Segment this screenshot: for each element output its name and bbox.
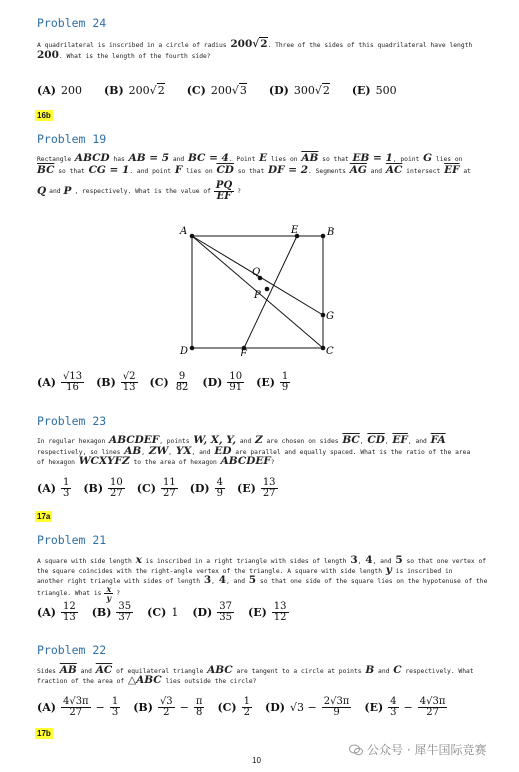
label-q: Q (252, 267, 261, 278)
problem-19-text-line1: Rectangle ABCD has AB = 5 and BC = 4. Point E lies on $\overline{AB}$ so that EB = 1, point G lies on (37, 152, 463, 164)
highlight-tag-17b: 17b (37, 729, 51, 738)
problem-19-text-line2: $\overline{BC}$ so that CG = 1. and point F lies on $\overline{CD}$ so that DF = 2. Segments $\overline{AG}$ and $\overline{AC}$ intersect $\overline{EF}$ at (37, 164, 471, 176)
choice-c: (C) 200√3 (186, 84, 247, 97)
problem-23-text-line2: respectively, so lines AB, ZW, YX, and ED are parallel and equally spaced. What is the ratio of the area (37, 445, 471, 457)
rectangle-figure (170, 222, 340, 356)
segment-ef (244, 236, 297, 348)
wechat-icon (349, 744, 363, 756)
problem-22-choices: (A) $\frac{4√3\pi}{27}$ − $\frac{1}{3}$ (B) $\frac{√3}{2}$ − $\frac{\pi}{8}$ (C) $\frac{1}{2}$ (D) √3 − $\frac{2√3\pi}{9}$ (E) $\frac{4}{3}$ − $\frac{4√3\pi}{27}$ (37, 696, 446, 718)
problem-24-text-line2: 200. What is the length of the fourth side? (37, 49, 211, 61)
problem-21-choices: (A) $\frac{12}{13}$ (B) $\frac{35}{37}$ (C) 1 (D) $\frac{37}{35}$ (E) $\frac{13}{12}$ (37, 601, 287, 623)
watermark: 公众号 · 犀牛国际竞赛 (349, 741, 486, 758)
pq-over-ef-fraction: $\frac{PQ}{EF}$ (215, 180, 233, 202)
label-c: C (326, 346, 334, 356)
problem-19-choices: (A) $\frac{√13}{16}$ (B) $\frac{√2}{13}$ (C) $\frac{9}{82}$ (D) $\frac{10}{91}$ (E) $\frac{1}{9}$ (37, 371, 289, 393)
problem-21-text-line3: another right triangle with sides of length 3, 4, and 5 so that one side of the square lies on the hypotenuse of the (37, 574, 488, 586)
problem-19-title: Problem 19 (37, 132, 107, 146)
x-over-y-fraction: $\frac{x}{y}$ (106, 584, 112, 603)
point-c (321, 346, 326, 351)
problem-21-title: Problem 21 (37, 533, 107, 547)
point-a (190, 234, 195, 239)
problem-24-choices (37, 84, 397, 97)
point-d (190, 346, 195, 351)
choice-b: (B) 200√2 (103, 84, 165, 97)
point-p (265, 287, 270, 292)
label-b: B (327, 227, 335, 238)
problem-24-title: Problem 24 (37, 16, 107, 30)
point-b (321, 234, 326, 239)
choice-a: (A) 200 (37, 84, 82, 97)
page-number: 10 (252, 756, 261, 765)
choice-e: (E) 500 (351, 84, 397, 97)
problem-23-text-line3: of hexagon WCXYFZ to the area of hexagon ABCDEF? (37, 455, 275, 467)
point-g (321, 313, 326, 318)
problem-23-choices: (A) $\frac{1}{3}$ (B) $\frac{10}{27}$ (C) $\frac{11}{27}$ (D) $\frac{4}{9}$ (E) $\frac{13}{27}$ (37, 477, 276, 499)
problem-23-title: Problem 23 (37, 414, 107, 428)
choice-d: (D) 300√2 (268, 84, 330, 97)
label-p: P (254, 290, 261, 301)
label-d: D (180, 346, 189, 356)
problem-22-text-line2: fraction of the area of △ABC lies outside the circle? (37, 674, 257, 686)
label-a: A (180, 226, 188, 237)
label-g: G (326, 311, 334, 322)
problem-23-text-line1: In regular hexagon ABCDEF, points W, X, Y, and Z are chosen on sides $\overline{BC}$, $\overline{CD}$, $\overline{EF}$, and $\overline{FA}$ (37, 434, 446, 446)
label-e: E (291, 225, 299, 236)
problem-24-text-line1: A quadrilateral is inscribed in a circle of radius 200√2. Three of the sides of this quadrilateral have length (37, 38, 473, 50)
problem-21-text-line2: the square coincides with the right-angle vertex of the triangle. A square with side length y is inscribed in (37, 564, 453, 576)
problem-21-text-line4: triangle. What is $\frac{x}{y}$ ? (37, 584, 121, 603)
problem-22-text-line1: Sides $\overline{AB}$ and $\overline{AC}$ of equilateral triangle ABC are tangent to a circle at points B and C respectively. What (37, 664, 474, 676)
highlight-tag-16b: 16b (37, 111, 51, 120)
problem-19-text-line3: Q and P , respectively. What is the value of $\frac{PQ}{EF}$ ? (37, 180, 241, 202)
highlight-tag-17a: 17a (37, 512, 51, 521)
problem-21-text-line1: A square with side length x is inscribed in a right triangle with sides of length 3, 4, and 5 so that one vertex of (37, 554, 487, 566)
label-f: F (240, 349, 247, 356)
problem-22-title: Problem 22 (37, 643, 107, 657)
